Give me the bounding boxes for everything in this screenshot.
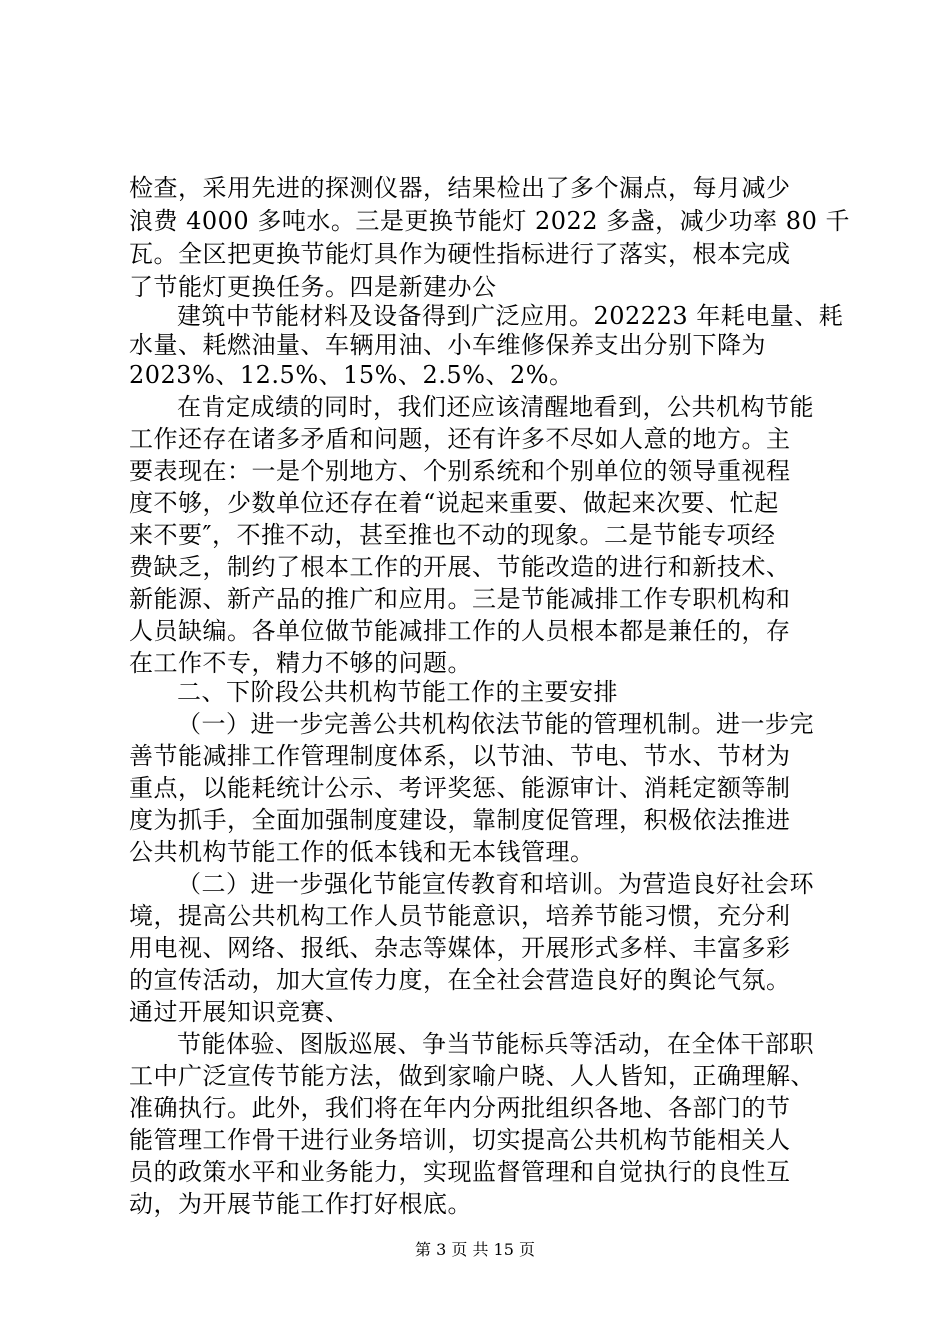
text-line: 度为抓手，全面加强制度建设，靠制度促管理，积极依法推进	[129, 806, 791, 834]
text-line: （二）进一步强化节能宣传教育和培训。为营造良好社会环	[177, 870, 814, 898]
text-line: 2023%、12.5%、15%、2.5%、2%。	[129, 361, 574, 389]
text-line: 动，为开展节能工作打好根底。	[129, 1190, 472, 1218]
text-line: 公共机构节能工作的低本钱和无本钱管理。	[129, 838, 595, 866]
text-line: 浪费 4000 多吨水。三是更换节能灯 2022 多盏，减少功率 80 千	[129, 207, 850, 235]
text-line: 检查，采用先进的探测仪器，结果检出了多个漏点，每月减少	[129, 174, 791, 202]
text-line: 善节能减排工作管理制度体系，以节油、节电、节水、节材为	[129, 742, 791, 770]
text-line: 用电视、网络、报纸、杂志等媒体，开展形式多样、丰富多彩	[129, 934, 791, 962]
text-line: 水量、耗燃油量、车辆用油、小车维修保养支出分别下降为	[129, 331, 766, 359]
text-line: 员的政策水平和业务能力，实现监督管理和自觉执行的良性互	[129, 1158, 791, 1186]
text-line: 建筑中节能材料及设备得到广泛应用。202223 年耗电量、耗	[177, 302, 844, 330]
text-line: 度不够，少数单位还存在着“说起来重要、做起来次要、忙起	[129, 489, 779, 517]
text-line: （一）进一步完善公共机构依法节能的管理机制。进一步完	[177, 710, 814, 738]
section-heading: 二、下阶段公共机构节能工作的主要安排	[177, 678, 618, 706]
page-number-footer: 第 3 页 共 15 页	[415, 1240, 535, 1259]
text-line: 要表现在：一是个别地方、个别系统和个别单位的领导重视程	[129, 457, 791, 485]
text-line: 在肯定成绩的同时，我们还应该清醒地看到，公共机构节能	[177, 393, 814, 421]
text-line: 的宣传活动，加大宣传力度，在全社会营造良好的舆论气氛。	[129, 966, 791, 994]
text-line: 工中广泛宣传节能方法，做到家喻户晓、人人皆知，正确理解、	[129, 1062, 815, 1090]
text-line: 新能源、新产品的推广和应用。三是节能减排工作专职机构和	[129, 585, 791, 613]
text-line: 在工作不专，精力不够的问题。	[129, 649, 472, 677]
text-line: 通过开展知识竞赛、	[129, 998, 350, 1026]
text-line: 节能体验、图版巡展、争当节能标兵等活动，在全体干部职	[177, 1030, 814, 1058]
text-line: 了节能灯更换任务。四是新建办公	[129, 273, 497, 301]
text-line: 准确执行。此外，我们将在年内分两批组织各地、各部门的节	[129, 1094, 791, 1122]
text-line: 能管理工作骨干进行业务培训，切实提高公共机构节能相关人	[129, 1126, 791, 1154]
text-line: 工作还存在诸多矛盾和问题，还有许多不尽如人意的地方。主	[129, 425, 791, 453]
text-line: 境，提高公共机构工作人员节能意识，培养节能习惯，充分利	[129, 902, 791, 930]
text-line: 瓦。全区把更换节能灯具作为硬性指标进行了落实，根本完成	[129, 240, 791, 268]
text-line: 重点，以能耗统计公示、考评奖惩、能源审计、消耗定额等制	[129, 774, 791, 802]
text-line: 人员缺编。各单位做节能减排工作的人员根本都是兼任的，存	[129, 617, 791, 645]
text-line: 来不要″，不推不动，甚至推也不动的现象。二是节能专项经	[129, 521, 776, 549]
text-line: 费缺乏，制约了根本工作的开展、节能改造的进行和新技术、	[129, 553, 791, 581]
